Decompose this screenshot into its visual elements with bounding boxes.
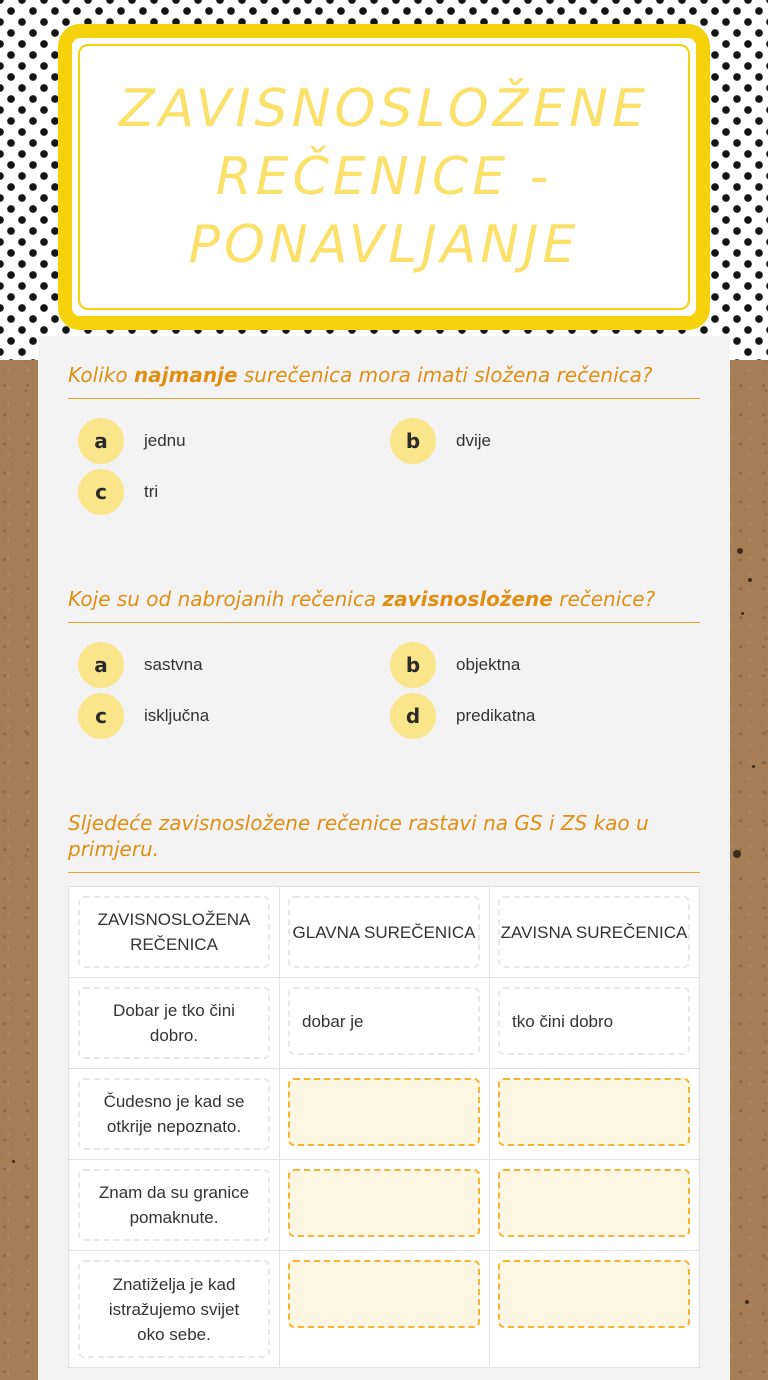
row-2-dependent-clause-input[interactable]: [498, 1169, 690, 1237]
row-3-main-clause-input[interactable]: [288, 1260, 480, 1328]
question-1-text-end: surečenica mora imati složena rečenica?: [237, 363, 653, 387]
option-letter-badge: b: [390, 418, 436, 464]
q2-option-b[interactable]: [390, 642, 520, 688]
header-main-clause: GLAVNA SUREČENICA: [288, 896, 480, 968]
splatter-decoration: [748, 578, 752, 582]
example-dependent-clause: tko čini dobro: [498, 987, 690, 1055]
question-2-text-start: Koje su od nabrojanih rečenica: [68, 587, 383, 611]
option-label: isključna: [144, 706, 210, 725]
question-1-text-start: Koliko: [68, 363, 134, 387]
page-title: ZAVISNOSLOŽENE REČENICE - PONAVLJANJE: [119, 79, 649, 275]
q1-option-a[interactable]: [78, 418, 186, 464]
column-divider: [489, 887, 490, 1367]
row-divider: [69, 1159, 699, 1160]
row-1-dependent-clause-input[interactable]: [498, 1078, 690, 1146]
question-2: [68, 586, 700, 623]
question-1-emphasis: najmanje: [133, 363, 238, 387]
sentence-split-table: [68, 886, 700, 1368]
option-label: jednu: [144, 431, 186, 450]
q1-option-c[interactable]: [78, 469, 158, 515]
example-main-clause: dobar je: [288, 987, 480, 1055]
worksheet: [38, 336, 730, 1380]
option-label: objektna: [456, 655, 521, 674]
splatter-decoration: [745, 1300, 749, 1304]
row-2-main-clause-input[interactable]: [288, 1169, 480, 1237]
question-1: [68, 362, 700, 399]
row-3-sentence: Znatiželja je kad istražujemo svijet oko sebe.: [78, 1260, 270, 1358]
option-letter-badge: b: [390, 642, 436, 688]
option-label: dvije: [456, 431, 491, 450]
q2-option-a[interactable]: [78, 642, 203, 688]
row-divider: [69, 1068, 699, 1069]
row-2-sentence: Znam da su granice pomaknute.: [78, 1169, 270, 1241]
splatter-decoration: [733, 850, 741, 858]
row-1-sentence: Čudesno je kad se otkrije nepoznato.: [78, 1078, 270, 1150]
header-compound-sentence: ZAVISNOSLOŽENA REČENICA: [78, 896, 270, 968]
splatter-decoration: [737, 548, 743, 554]
option-label: predikatna: [456, 706, 536, 725]
question-3: Sljedeće zavisnosložene rečenice rastavi na GS i ZS kao u primjeru.: [68, 810, 700, 873]
q2-option-d[interactable]: [390, 693, 535, 739]
question-2-text-end: rečenice?: [552, 587, 656, 611]
question-2-emphasis: zavisnosložene: [382, 587, 553, 611]
title-frame: [58, 24, 710, 330]
row-divider: [69, 1250, 699, 1251]
option-label: sastvna: [144, 655, 203, 674]
splatter-decoration: [12, 1160, 15, 1163]
option-letter-badge: c: [78, 469, 124, 515]
splatter-decoration: [752, 765, 755, 768]
option-label: tri: [144, 482, 159, 501]
row-1-main-clause-input[interactable]: [288, 1078, 480, 1146]
example-sentence: Dobar je tko čini dobro.: [78, 987, 270, 1059]
row-divider: [69, 977, 699, 978]
q1-option-b[interactable]: [390, 418, 491, 464]
column-divider: [279, 887, 280, 1367]
option-letter-badge: a: [78, 418, 124, 464]
option-letter-badge: a: [78, 642, 124, 688]
title-inner-border: [78, 44, 690, 310]
header-dependent-clause: ZAVISNA SUREČENICA: [498, 896, 690, 968]
q2-option-c[interactable]: [78, 693, 209, 739]
splatter-decoration: [741, 612, 744, 615]
option-letter-badge: c: [78, 693, 124, 739]
row-3-dependent-clause-input[interactable]: [498, 1260, 690, 1328]
option-letter-badge: d: [390, 693, 436, 739]
